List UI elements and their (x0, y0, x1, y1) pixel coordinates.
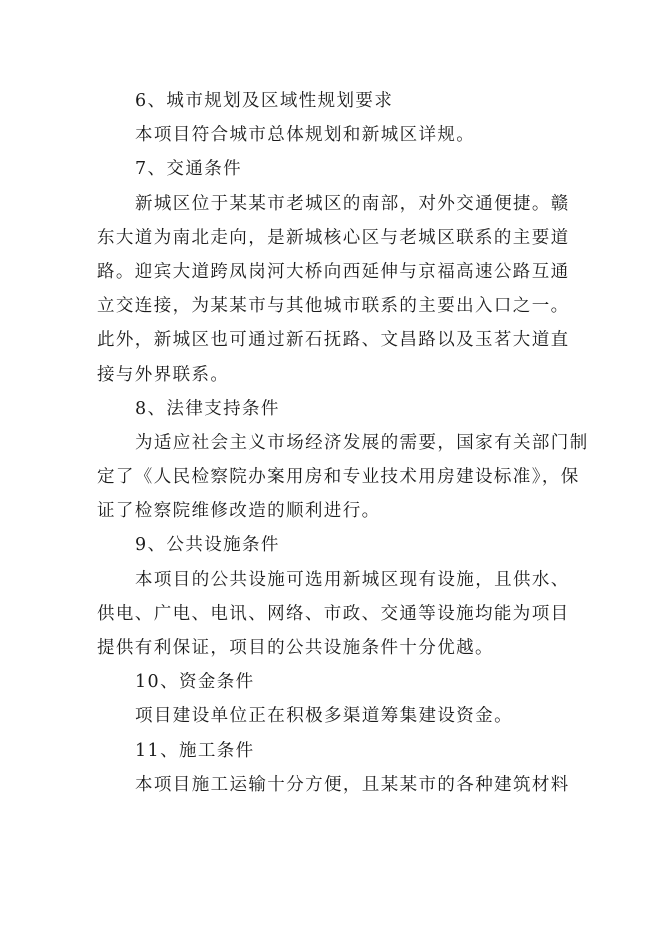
section-heading-10: 10、资金条件 (135, 672, 255, 693)
section-heading-6: 6、城市规划及区域性规划要求 (135, 91, 394, 111)
paragraph-line: 接与外界联系。 (97, 364, 230, 385)
section-heading-8: 8、法律支持条件 (135, 398, 280, 419)
paragraph-line: 路。迎宾大道跨凤岗河大桥向西延伸与京福高速公路互通 (97, 261, 570, 282)
paragraph-line: 提供有利保证，项目的公共设施条件十分优越。 (97, 638, 494, 658)
paragraph-line: 定了《人民检察院办案用房和专业技术用房建设标准》，保 (97, 467, 580, 488)
paragraph-line: 东大道为南北走向，是新城核心区与老城区联系的主要道 (97, 227, 570, 248)
paragraph-line: 本项目的公共设施可选用新城区现有设施，且供水、 (135, 569, 570, 590)
paragraph-line: 项目建设单位正在积极多渠道筹集建设资金。 (135, 706, 513, 727)
section-heading-7: 7、交通条件 (135, 159, 243, 180)
section-heading-9: 9、公共设施条件 (135, 535, 280, 556)
paragraph-line: 本项目符合城市总体规划和新城区详规。 (135, 125, 476, 146)
section-heading-11: 11、施工条件 (135, 740, 255, 761)
paragraph-line: 新城区位于某某市老城区的南部，对外交通便捷。赣 (135, 193, 570, 214)
paragraph-line: 证了检察院维修改造的顺利进行。 (97, 501, 381, 522)
document-page (97, 84, 589, 802)
paragraph-line: 本项目施工运输十分方便，且某某市的各种建筑材料 (135, 774, 570, 795)
paragraph-line: 立交连接，为某某市与其他城市联系的主要出入口之一。 (97, 296, 570, 317)
paragraph-line: 此外，新城区也可通过新石抚路、文昌路以及玉茗大道直 (97, 330, 570, 351)
paragraph-line: 供电、广电、电讯、网络、市政、交通等设施均能为项目 (97, 603, 570, 624)
paragraph-line: 为适应社会主义市场经济发展的需要，国家有关部门制 (135, 432, 589, 453)
